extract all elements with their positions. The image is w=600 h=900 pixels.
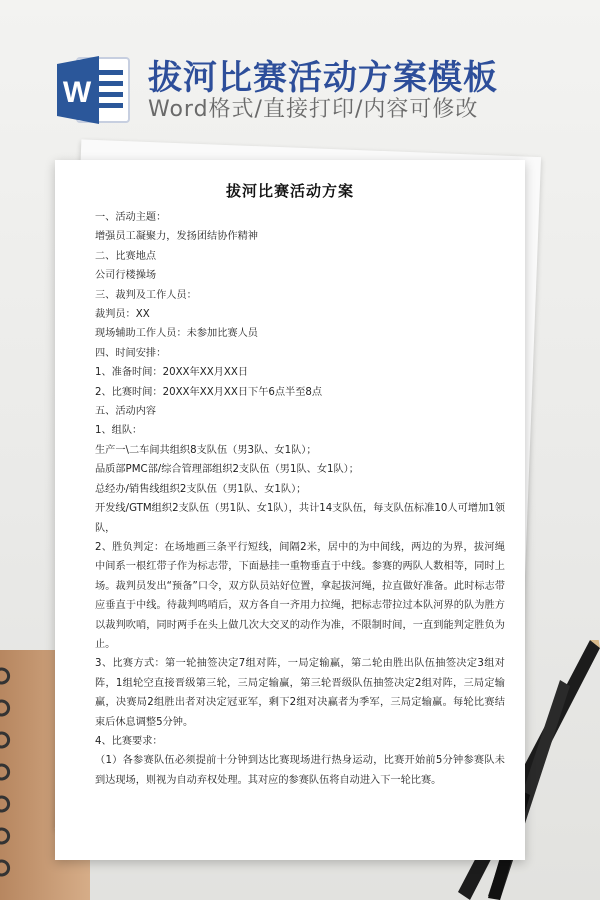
doc-line: 增强员工凝聚力，发扬团结协作精神 xyxy=(95,231,258,243)
word-icon xyxy=(55,50,135,130)
doc-line: 2、比赛时间：20XX年XX月XX日下午6点半至8点 xyxy=(95,386,323,398)
document-page xyxy=(55,160,525,860)
doc-paragraph: 开发线/GTM组织2支队伍（男1队、女1队），共计14支队伍，每支队伍标准10人可增加1领队， xyxy=(95,503,505,534)
page-subtitle: Word格式/直接打印/内容可修改 xyxy=(148,97,479,122)
doc-line: 1、准备时间：20XX年XX月XX日 xyxy=(95,367,249,379)
doc-line: 品质部PMC部/综合管理部组织2支队伍（男1队、女1队）； xyxy=(95,464,359,476)
doc-paragraph: （1）各参赛队伍必须提前十分钟到达比赛现场进行热身运动，比赛开始前5分钟参赛队未到达现场，则视为自动弃权处理。其对应的参赛队伍将自动进入下一轮比赛。 xyxy=(95,755,505,786)
page-title: 拔河比赛活动方案模板 xyxy=(148,58,498,98)
doc-line: 总经办/销售线组织2支队伍（男1队、女1队）； xyxy=(95,483,307,495)
doc-line: 裁判员：XX xyxy=(95,309,150,321)
doc-line: 生产一\二车间共组织8支队伍（男3队、女1队）； xyxy=(95,444,317,456)
doc-line: 1、组队： xyxy=(95,425,143,437)
doc-line: 二、比赛地点 xyxy=(95,250,157,262)
doc-paragraph: 3、比赛方式：第一轮抽签决定7组对阵，一局定输赢，第二轮由胜出队伍抽签决定3组对阵，1组轮空直接晋级第三轮，三局定输赢，第三轮晋级队伍抽签决定2组对阵，三局定输赢，决赛局2组胜出者对决定冠亚军，剩下2组对决赢者为季军，三局定输赢。每轮比赛结束后休息调整5分钟。 xyxy=(95,658,505,728)
doc-line: 现场辅助工作人员：未参加比赛人员 xyxy=(95,328,258,340)
header xyxy=(0,0,600,140)
doc-line: 三、裁判及工作人员： xyxy=(95,289,197,301)
doc-paragraph: 4、比赛要求： xyxy=(95,735,163,747)
document-title: 拔河比赛活动方案 xyxy=(225,182,354,200)
doc-line: 一、活动主题： xyxy=(95,212,167,223)
doc-line: 五、活动内容 xyxy=(95,406,157,418)
word-icon-letter: W xyxy=(62,76,92,109)
doc-paragraph: 2、胜负判定：在场地画三条平行短线，间隔2米，居中的为中间线，两边的为界，拔河绳中间系一根红带子作为标志带，下面悬挂一重物垂直于中线。参赛的两队人数相等，同时上场。裁判员发出“预备”口令，双方队员站好位置，拿起拔河绳，拉直做好准备。此时标志带应垂直于中线。待裁判鸣哨后，双方各自一齐用力拉绳，把标志带拉过本队河界的队为胜方以裁判吹哨，同时两手在头上做几次大交叉的动作为准，不限制时间，一直到能判定胜负为止。 xyxy=(95,541,505,650)
document-body xyxy=(95,208,505,790)
doc-line: 公司行楼操场 xyxy=(95,270,157,282)
doc-line: 四、时间安排： xyxy=(95,347,167,359)
